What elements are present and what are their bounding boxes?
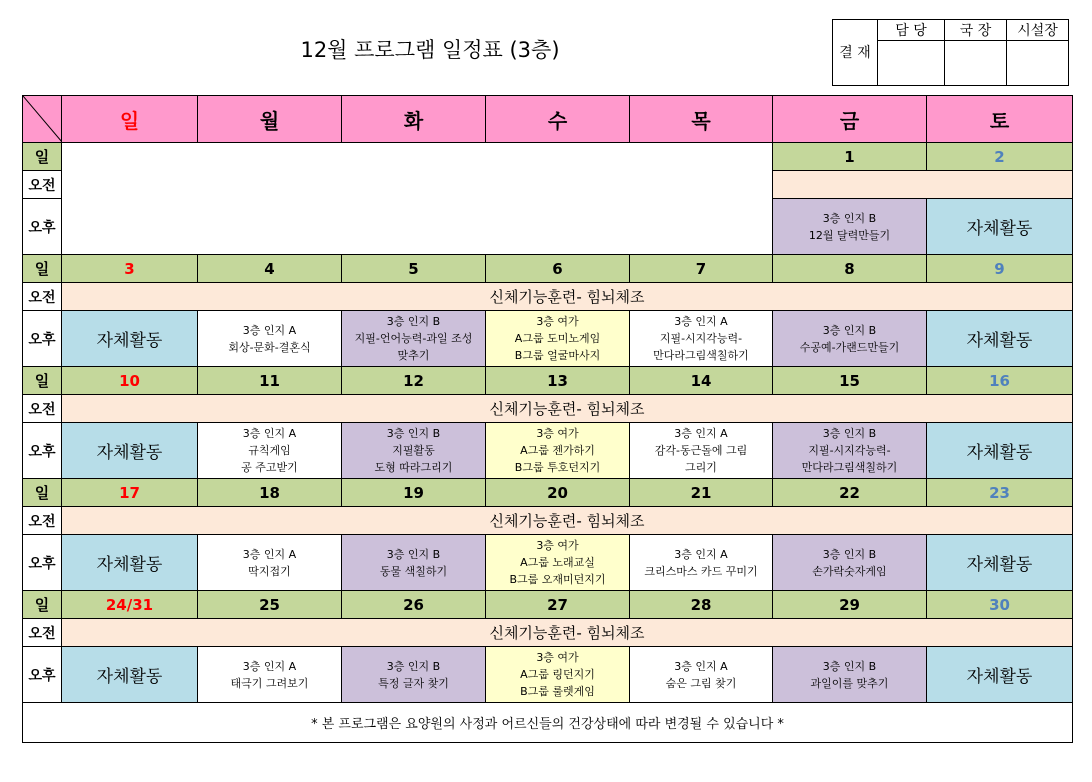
self-activity-cell: 자체활동 — [62, 423, 198, 479]
program-cell — [773, 423, 927, 479]
date-cell: 24/31 — [62, 591, 198, 619]
row-label-pm: 오후 — [23, 423, 62, 479]
program-line: 그리기 — [685, 461, 717, 474]
diagonal-line-icon — [23, 96, 62, 142]
program-line: A그룹 젠가하기 — [520, 444, 595, 457]
approval-role: 국 장 — [945, 20, 1007, 41]
program-line: 규칙게임 — [248, 444, 291, 457]
program-cell — [342, 535, 486, 591]
program-line: 지필-시지각능력- — [659, 332, 743, 345]
program-line: 동물 색칠하기 — [379, 564, 448, 578]
date-cell: 29 — [773, 591, 927, 619]
program-line: 3층 여가 — [536, 315, 579, 328]
program-line: 3층 인지 A — [242, 323, 297, 337]
date-cell: 7 — [630, 255, 773, 283]
program-cell — [630, 423, 773, 479]
self-activity-cell: 자체활동 — [927, 535, 1073, 591]
row-label-am: 오전 — [23, 171, 62, 199]
row-label-pm: 오후 — [23, 647, 62, 703]
program-cell — [198, 423, 342, 479]
day-header-thu: 목 — [630, 96, 773, 143]
row-label-date: 일 — [23, 479, 62, 507]
program-line: 3층 인지 A — [674, 315, 728, 328]
program-line: A그룹 도미노게임 — [514, 332, 601, 345]
program-line: 3층 인지 B — [822, 427, 877, 440]
date-cell: 5 — [342, 255, 486, 283]
row-label-am: 오전 — [23, 395, 62, 423]
program-line: 3층 인지 A — [242, 659, 297, 673]
date-cell: 12 — [342, 367, 486, 395]
approval-role: 시설장 — [1007, 20, 1069, 41]
program-line: A그룹 노래교실 — [520, 556, 595, 569]
program-line: 3층 인지 B — [822, 211, 877, 225]
program-line: B그룹 룰렛게임 — [520, 685, 595, 698]
row-label-date: 일 — [23, 143, 62, 171]
day-header-mon: 월 — [198, 96, 342, 143]
approval-label: 결 재 — [833, 20, 878, 86]
program-cell — [630, 647, 773, 703]
row-label-pm: 오후 — [23, 535, 62, 591]
program-line: 3층 인지 B — [822, 323, 877, 337]
self-activity-cell: 자체활동 — [927, 199, 1073, 255]
self-activity-cell: 자체활동 — [927, 311, 1073, 367]
am-program-cell: 신체기능훈련- 힘뇌체조 — [62, 283, 1073, 311]
day-header-fri: 금 — [773, 96, 927, 143]
row-label-date: 일 — [23, 367, 62, 395]
program-cell — [630, 311, 773, 367]
date-cell: 2 — [927, 143, 1073, 171]
program-line: 지필-시지각능력- — [808, 444, 891, 457]
am-program-cell: 신체기능훈련- 힘뇌체조 — [62, 507, 1073, 535]
program-line: 맞추기 — [397, 349, 430, 362]
program-line: 3층 인지 B — [822, 659, 877, 673]
program-line: B그룹 투호던지기 — [514, 461, 601, 474]
program-cell — [198, 311, 342, 367]
date-cell: 22 — [773, 479, 927, 507]
date-cell: 30 — [927, 591, 1073, 619]
self-activity-cell: 자체활동 — [62, 647, 198, 703]
program-line: 만다라그림색칠하기 — [801, 461, 898, 474]
date-cell: 14 — [630, 367, 773, 395]
program-line: 3층 인지 B — [822, 547, 877, 561]
program-cell — [773, 311, 927, 367]
program-cell — [486, 423, 630, 479]
program-line: 3층 인지 B — [386, 659, 441, 673]
program-cell — [486, 311, 630, 367]
program-cell — [198, 647, 342, 703]
date-cell: 8 — [773, 255, 927, 283]
date-cell: 11 — [198, 367, 342, 395]
program-cell — [630, 535, 773, 591]
program-cell — [486, 647, 630, 703]
approval-box — [832, 19, 1069, 86]
date-cell: 28 — [630, 591, 773, 619]
date-cell: 18 — [198, 479, 342, 507]
date-cell: 6 — [486, 255, 630, 283]
approval-role: 담 당 — [878, 20, 945, 41]
date-cell: 20 — [486, 479, 630, 507]
program-line: 숨은 그림 찾기 — [665, 676, 737, 690]
program-line: 과일이를 맞추기 — [810, 676, 889, 690]
date-cell: 26 — [342, 591, 486, 619]
day-header-sat: 토 — [927, 96, 1073, 143]
date-cell: 1 — [773, 143, 927, 171]
program-line: 크리스마스 카드 꾸미기 — [644, 564, 758, 578]
am-program-cell: 신체기능훈련- 힘뇌체조 — [62, 619, 1073, 647]
program-line: 3층 인지 B — [386, 315, 441, 328]
date-cell: 16 — [927, 367, 1073, 395]
self-activity-cell: 자체활동 — [62, 311, 198, 367]
program-line: 태극기 그려보기 — [230, 676, 309, 690]
program-cell — [198, 535, 342, 591]
program-cell — [773, 199, 927, 255]
row-label-pm: 오후 — [23, 311, 62, 367]
program-cell — [342, 423, 486, 479]
footer-note: * 본 프로그램은 요양원의 사정과 어르신들의 건강상태에 따라 변경될 수 있습니다 * — [23, 703, 1073, 743]
program-line: 3층 여가 — [536, 427, 579, 440]
self-activity-cell: 자체활동 — [927, 647, 1073, 703]
date-cell: 9 — [927, 255, 1073, 283]
program-cell — [342, 647, 486, 703]
program-line: 3층 인지 B — [386, 547, 441, 561]
program-line: 공 주고받기 — [241, 461, 298, 474]
self-activity-cell: 자체활동 — [927, 423, 1073, 479]
program-line: 3층 인지 A — [674, 659, 728, 673]
date-cell: 3 — [62, 255, 198, 283]
row-label-date: 일 — [23, 255, 62, 283]
empty-days — [62, 143, 773, 255]
program-cell — [486, 535, 630, 591]
date-cell: 13 — [486, 367, 630, 395]
row-label-am: 오전 — [23, 507, 62, 535]
program-line: A그룹 링던지기 — [520, 668, 595, 681]
program-line: 회상-문화-결혼식 — [228, 340, 311, 354]
program-line: B그룹 얼굴마사지 — [514, 349, 601, 362]
program-line: 딱지접기 — [248, 564, 291, 578]
program-cell — [342, 311, 486, 367]
row-label-date: 일 — [23, 591, 62, 619]
program-line: 특정 글자 찾기 — [378, 676, 449, 690]
date-cell: 15 — [773, 367, 927, 395]
date-cell: 27 — [486, 591, 630, 619]
date-cell: 19 — [342, 479, 486, 507]
row-label-am: 오전 — [23, 283, 62, 311]
signature-box[interactable] — [878, 41, 945, 86]
date-cell: 10 — [62, 367, 198, 395]
date-cell: 17 — [62, 479, 198, 507]
day-header-wed: 수 — [486, 96, 630, 143]
program-line: 감각-동근돌에 그림 — [654, 444, 748, 457]
program-line: 3층 여가 — [536, 651, 579, 664]
day-header-tue: 화 — [342, 96, 486, 143]
program-line: 3층 인지 A — [674, 427, 728, 440]
program-line: 지필활동 — [392, 444, 435, 457]
program-line: B그룹 오재미던지기 — [509, 573, 606, 586]
date-cell: 4 — [198, 255, 342, 283]
date-cell: 21 — [630, 479, 773, 507]
program-line: 만다라그림색칠하기 — [653, 349, 749, 362]
am-empty-cell — [773, 171, 1073, 199]
date-cell: 23 — [927, 479, 1073, 507]
program-line: 도형 따라그리기 — [374, 461, 453, 474]
program-line: 지필-언어능력-과일 조성 — [354, 332, 473, 345]
program-line: 12월 달력만들기 — [808, 228, 891, 242]
program-line: 3층 인지 B — [386, 427, 441, 440]
date-cell: 25 — [198, 591, 342, 619]
page-title: 12월 프로그램 일정표 (3층) — [300, 38, 560, 62]
program-line: 손가락숫자게임 — [812, 564, 887, 578]
program-line: 3층 인지 A — [242, 427, 297, 440]
self-activity-cell: 자체활동 — [62, 535, 198, 591]
am-program-cell: 신체기능훈련- 힘뇌체조 — [62, 395, 1073, 423]
program-line: 3층 인지 A — [674, 547, 728, 561]
program-cell — [773, 535, 927, 591]
signature-box[interactable] — [945, 41, 1007, 86]
signature-box[interactable] — [1007, 41, 1069, 86]
row-label-am: 오전 — [23, 619, 62, 647]
row-label-pm: 오후 — [23, 199, 62, 255]
day-header-sun: 일 — [62, 96, 198, 143]
program-line: 3층 여가 — [536, 539, 579, 552]
program-line: 3층 인지 A — [242, 547, 297, 561]
schedule-table — [22, 95, 1073, 743]
program-cell — [773, 647, 927, 703]
program-line: 수공예-가랜드만들기 — [799, 340, 900, 354]
corner-cell — [23, 96, 62, 143]
